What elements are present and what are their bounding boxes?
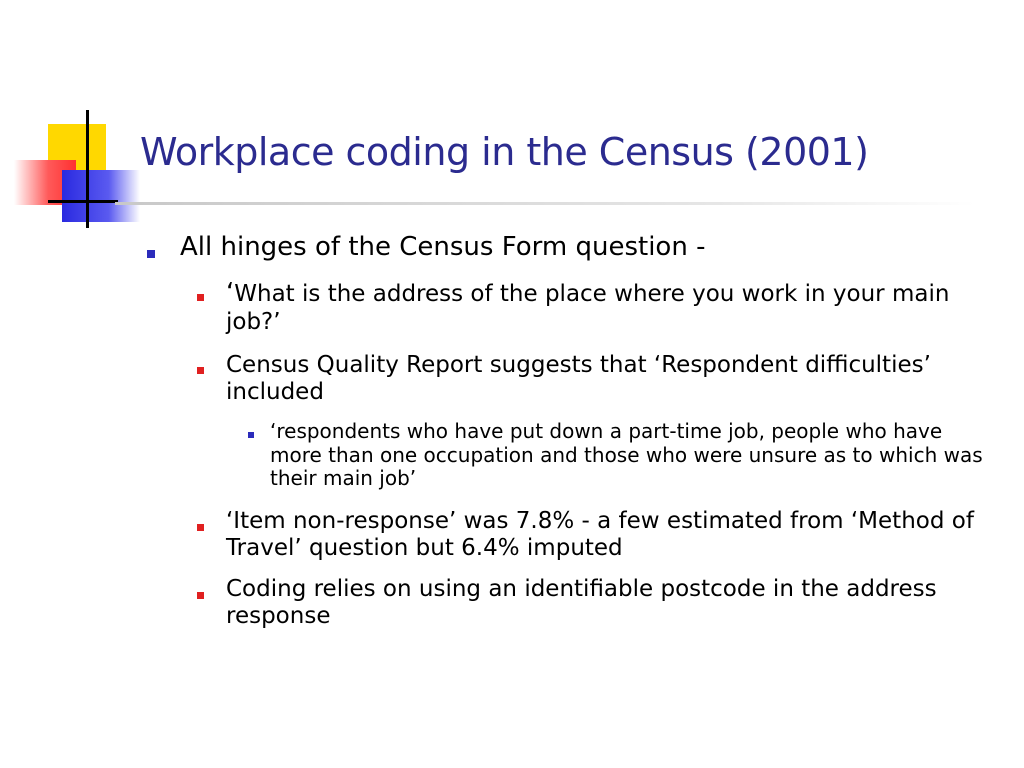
bullet-icon [197, 367, 204, 374]
bullet-icon [197, 294, 204, 301]
bullet-coding: Coding relies on using an identifiable postcode in the address response [226, 576, 937, 630]
slide-title: Workplace coding in the Census (2001) [140, 130, 869, 174]
bullet-non-response: ‘Item non-response’ was 7.8% - a few estimated from ‘Method of Travel’ question but 6.4% imputed [226, 508, 974, 562]
bullet-icon [248, 432, 254, 438]
bullet-main: All hinges of the Census Form question - [180, 232, 706, 262]
bullet-icon [197, 592, 204, 599]
bullet-question [226, 278, 996, 336]
bullet-icon [197, 524, 204, 531]
bullet-respondents: ‘respondents who have put down a part-time job, people who have more than one occupation and those who were unsure as to which was their main job’ [270, 419, 983, 491]
bullet-quality-report: Census Quality Report suggests that ‘Respondent difficulties’ included [226, 352, 931, 406]
bullet-icon [147, 250, 155, 258]
open-quote: ‘ [226, 278, 235, 308]
question-text: What is the address of the place where you work in your main job?’ [226, 281, 950, 335]
